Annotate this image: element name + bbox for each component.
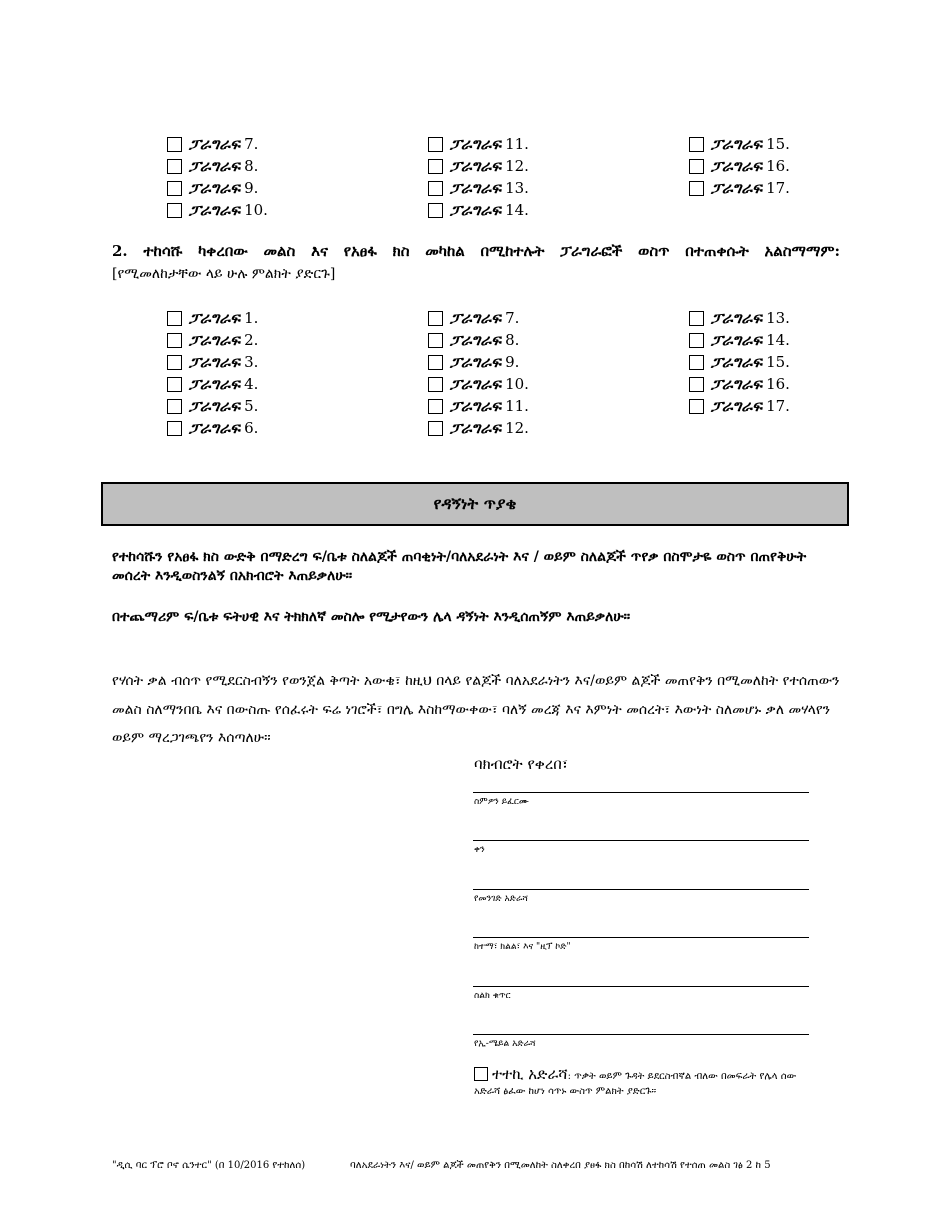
para-checklist-1-item[interactable] [167,133,268,155]
paragraph-number: 13. [505,179,529,197]
para-checklist-2-item[interactable] [167,307,258,329]
paragraph-word: ፓራግራፍ [450,375,502,393]
footer-left: "ዲሲ ባር ፕሮ ቦኖ ሴንተር" (በ 10/2016 የተከለሰ) [112,1160,306,1171]
relief-heading: የዳኝነት ጥያቄ [433,494,517,513]
para-checklist-1-item[interactable] [428,177,529,199]
paragraph-word: ፓራግራፍ [189,419,241,437]
question-2-instruction: [የሚመለከታቸው ላይ ሁሉ ምልክት ያድርጉ] [112,266,336,282]
checkbox[interactable] [689,355,704,370]
signature-line[interactable] [473,792,809,793]
phone-number-line[interactable] [473,986,809,987]
paragraph-word: ፓራግራፍ [189,157,241,175]
paragraph-word: ፓራግራፍ [711,309,763,327]
paragraph-number: 14. [766,331,790,349]
paragraph-number: 7. [244,135,259,153]
footer-middle: ባለአደራነትን እና/ ወይም ልጆች መጠየቅን በሚመለከት ስለቀረበ ያፀፋ ክስ በከሳሽ ለተከሳሽ የተሰጠ መልስ ገፅ 2 ከ 5 [350,1160,771,1171]
checkbox[interactable] [428,159,443,174]
paragraph-word: ፓራግራፍ [189,179,241,197]
paragraph-number: 3. [244,353,259,371]
paragraph-word: ፓራግራፍ [450,353,502,371]
para-checklist-1-item[interactable] [689,155,790,177]
question-2-text: 2. ተከሳሹ ካቀረበው መልስ እና የአፀፋ ክስ መካከል በሚከተሉት ፓራግራፎች ወስጥ በተጠቀሱት አልስማማም: [112,242,840,260]
para-checklist-2-item[interactable] [167,417,258,439]
para-checklist-2-item[interactable] [689,395,790,417]
declaration-paragraph: የሃሰት ቃል ብሰጥ የሚደርስብኝን የወንጀል ቅጣት አውቄ፣ ከዚህ በላይ የልጆች ባለአደራነትን እና/ወይም ልጆች መጠየቅን በሚመለከት የተሰጠውን መልስ ስለማንበቤ እና በውስጡ የሰፈሩት ፍሬ ነገሮች፣ በግሌ እስከማውቀው፣ ባለኝ መረጃ እና እምነት መሰረት፣ እውነት ስለመሆኑ ቃለ መሃላየን ወይም ማረጋገጫየን እሰጣለሁ። [112,673,840,746]
paragraph-word: ፓራግራፍ [450,179,502,197]
paragraph-word: ፓራግራፍ [450,331,502,349]
relief-paragraph-1: የተከሳሹን የአፀፋ ክስ ውድቅ በማድረግ ፍ/ቤቱ ስለልጆች ጠባቂነት/ባለአደራነት እና / ወይም ስለልጆች ጥየቃ በስሞታዬ ወስጥ በጠየቅሁት መሰረት እንዲወስንልኝ በአክብሮት እጠይቃለሁ። [112,549,807,584]
para-checklist-2-item[interactable] [689,307,790,329]
checkbox[interactable] [689,137,704,152]
checkbox[interactable] [167,333,182,348]
paragraph-number: 7. [505,309,520,327]
substitute-address-notice [474,1067,819,1099]
paragraph-number: 15. [766,353,790,371]
paragraph-number: 17. [766,397,790,415]
paragraph-word: ፓራግራፍ [711,397,763,415]
substitute-address-title: ተተኪ አድራሻ [492,1065,568,1083]
checkbox[interactable] [689,377,704,392]
paragraph-word: ፓራግራፍ [711,179,763,197]
para-checklist-2-item[interactable] [689,351,790,373]
paragraph-number: 1. [244,309,259,327]
paragraph-number: 16. [766,157,790,175]
paragraph-word: ፓራግራፍ [189,397,241,415]
street-address-caption: የመንገድ አድራሻ [474,894,529,904]
paragraph-number: 8. [244,157,259,175]
paragraph-number: 13. [766,309,790,327]
paragraph-word: ፓራግራፍ [450,135,502,153]
relief-paragraph-2: በተጨማሪም ፍ/ቤቱ ፍትሀዊ እና ትክክለኛ መስሎ የሚታየውን ሌላ ዳኝነት እንዲሰጠኝም እጠይቃለሁ። [112,609,631,625]
checkbox[interactable] [428,355,443,370]
checkbox[interactable] [428,399,443,414]
checkbox[interactable] [167,181,182,196]
email-address-line[interactable] [473,1034,809,1035]
paragraph-number: 17. [766,179,790,197]
para-checklist-2-item[interactable] [428,329,529,351]
para-checklist-1-item[interactable] [167,177,268,199]
para-checklist-2-item[interactable] [428,395,529,417]
substitute-address-text: : ጥቃት ወይም ጉዳት ይደርስብኛል ብለው በመፍራት የሌላ ሰው አድራሻ ፅፈው ከሆነ ሳጥኑ ውስጥ ምልክት ያድርጉ። [474,1071,797,1097]
paragraph-word: ፓራግራፍ [450,157,502,175]
checkbox[interactable] [167,421,182,436]
paragraph-word: ፓራግራፍ [189,331,241,349]
paragraph-number: 4. [244,375,259,393]
para-checklist-1-item[interactable] [428,155,529,177]
checkbox[interactable] [428,203,443,218]
paragraph-number: 15. [766,135,790,153]
paragraph-word: ፓራግራፍ [189,135,241,153]
paragraph-number: 9. [505,353,520,371]
para-checklist-1-item[interactable] [167,199,268,221]
paragraph-number: 11. [505,135,529,153]
paragraph-number: 9. [244,179,259,197]
paragraph-number: 14. [505,201,529,219]
phone-number-caption: ስልክ ቁጥር [474,991,511,1001]
para-checklist-2-item[interactable] [167,373,258,395]
para-checklist-1-item[interactable] [428,133,529,155]
paragraph-word: ፓራግራፍ [711,157,763,175]
paragraph-word: ፓራግራፍ [450,309,502,327]
checkbox[interactable] [167,137,182,152]
relief-heading-box [101,482,849,526]
checkbox[interactable] [167,159,182,174]
para-checklist-2-item[interactable] [428,307,529,329]
checkbox[interactable] [689,333,704,348]
para-checklist-2-item[interactable] [689,373,790,395]
paragraph-number: 12. [505,419,529,437]
paragraph-number: 8. [505,331,520,349]
para-checklist-2-item[interactable] [167,395,258,417]
paragraph-number: 2. [244,331,259,349]
checkbox[interactable] [689,311,704,326]
para-checklist-2-item[interactable] [167,329,258,351]
para-checklist-1-item[interactable] [689,177,790,199]
para-checklist-1-item[interactable] [689,133,790,155]
paragraph-word: ፓራግራፍ [450,201,502,219]
para-checklist-2-item[interactable] [428,373,529,395]
para-checklist-1-item[interactable] [428,199,529,221]
checkbox[interactable] [167,377,182,392]
checkbox[interactable] [167,399,182,414]
paragraph-number: 6. [244,419,259,437]
paragraph-word: ፓራግራፍ [711,353,763,371]
paragraph-number: 10. [505,375,529,393]
email-address-caption: የኢ-ሜይል አድራሻ [474,1039,536,1049]
paragraph-word: ፓራግራፍ [189,353,241,371]
checkbox[interactable] [428,311,443,326]
city-state-zip-line[interactable] [473,937,809,938]
paragraph-word: ፓራግራፍ [189,201,241,219]
paragraph-word: ፓራግራፍ [450,397,502,415]
paragraph-number: 11. [505,397,529,415]
signature-caption: ስምዎን ይፈርሙ [474,797,529,807]
paragraph-word: ፓራግራፍ [189,375,241,393]
checkbox[interactable] [167,311,182,326]
city-state-zip-caption: ከተማ፣ ክልል፣ እና "ዚፕ ኮድ" [474,942,571,952]
checkbox[interactable] [428,333,443,348]
para-checklist-2-item[interactable] [167,351,258,373]
checkbox[interactable] [428,137,443,152]
checkbox[interactable] [428,181,443,196]
checkbox[interactable] [689,399,704,414]
date-line[interactable] [473,840,809,841]
substitute-address-checkbox[interactable] [474,1067,488,1081]
paragraph-number: 10. [244,201,268,219]
paragraph-word: ፓራግራፍ [450,419,502,437]
checkbox[interactable] [167,203,182,218]
respectfully-submitted-label: ባክብሮት የቀረበ፣ [474,755,568,773]
checkbox[interactable] [428,377,443,392]
paragraph-number: 16. [766,375,790,393]
checkbox[interactable] [689,181,704,196]
paragraph-word: ፓራግራፍ [711,135,763,153]
para-checklist-2-item[interactable] [428,417,529,439]
para-checklist-1-item[interactable] [167,155,268,177]
paragraph-number: 5. [244,397,259,415]
date-caption: ቀን [474,845,485,855]
para-checklist-2-item[interactable] [689,329,790,351]
checkbox[interactable] [167,355,182,370]
para-checklist-2-item[interactable] [428,351,529,373]
paragraph-word: ፓራግራፍ [189,309,241,327]
checkbox[interactable] [428,421,443,436]
paragraph-word: ፓራግራፍ [711,375,763,393]
street-address-line[interactable] [473,889,809,890]
paragraph-word: ፓራግራፍ [711,331,763,349]
checkbox[interactable] [689,159,704,174]
paragraph-number: 12. [505,157,529,175]
